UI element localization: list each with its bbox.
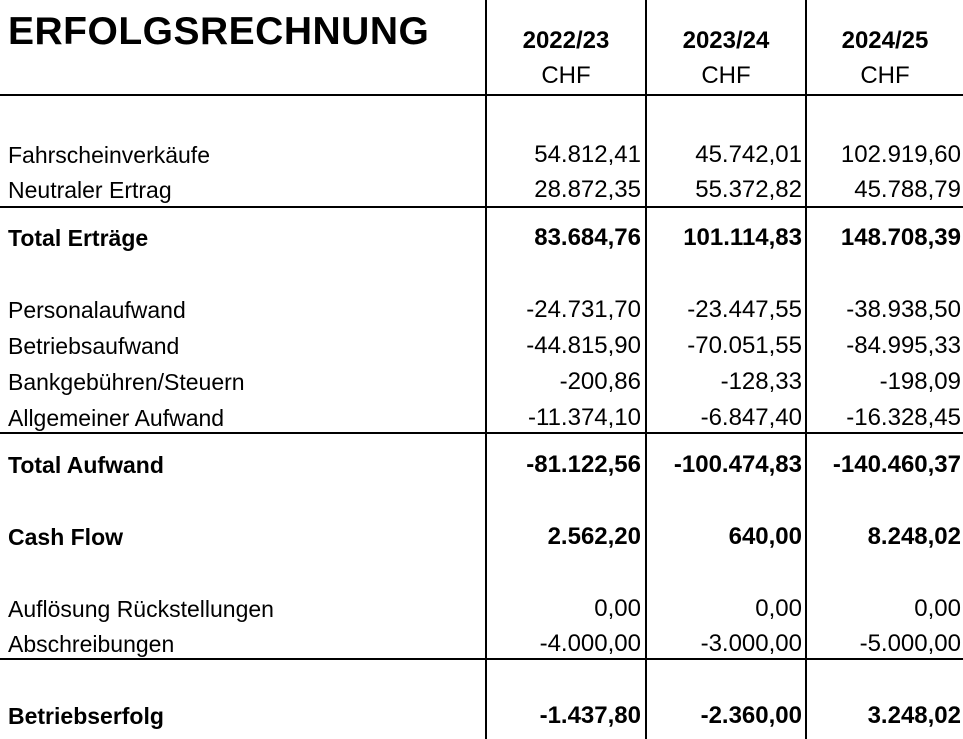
row-value-2022: -24.731,70: [526, 296, 641, 323]
row-value-2022: -44.815,90: [526, 332, 641, 359]
row-value-2024: 8.248,02: [867, 523, 961, 550]
row-value-2024: 3.248,02: [867, 702, 961, 729]
row-value-2022: 28.872,35: [534, 176, 641, 203]
row-label: Neutraler Ertrag: [8, 177, 172, 203]
row-value-2023: -23.447,55: [687, 296, 802, 323]
row-value-2022: 83.684,76: [534, 224, 641, 251]
header-divider: [0, 94, 963, 96]
row-label: Betriebsaufwand: [8, 333, 180, 359]
row-value-2022: 2.562,20: [547, 523, 641, 550]
row-value-2022: -81.122,56: [526, 451, 641, 478]
row-label: Betriebserfolg: [8, 703, 164, 729]
row-value-2023: 55.372,82: [695, 176, 802, 203]
column-header-currency-3: CHF: [860, 62, 910, 89]
row-value-2024: 45.788,79: [854, 176, 961, 203]
column-divider-1: [485, 0, 487, 739]
row-label: Total Aufwand: [8, 452, 164, 478]
column-header-year-3: 2024/25: [841, 27, 929, 54]
row-value-2024: -140.460,37: [832, 451, 961, 478]
aufwand-divider: [0, 432, 963, 434]
column-header-year-1: 2022/23: [522, 27, 610, 54]
row-label: Auflösung Rückstellungen: [8, 596, 274, 622]
row-value-2023: -2.360,00: [700, 702, 802, 729]
row-value-2023: 45.742,01: [695, 141, 802, 168]
row-value-2023: 0,00: [755, 595, 802, 622]
column-header-year-2: 2023/24: [682, 27, 770, 54]
column-header-currency-1: CHF: [541, 62, 591, 89]
ertraege-divider: [0, 206, 963, 208]
row-value-2022: -1.437,80: [539, 702, 641, 729]
row-value-2022: -4.000,00: [539, 630, 641, 657]
row-value-2023: -128,33: [720, 368, 802, 395]
row-value-2024: -84.995,33: [846, 332, 961, 359]
row-label: Total Erträge: [8, 225, 149, 251]
row-value-2024: -38.938,50: [846, 296, 961, 323]
row-value-2023: -70.051,55: [687, 332, 802, 359]
row-value-2022: 0,00: [594, 595, 641, 622]
row-value-2022: -200,86: [559, 368, 641, 395]
abschreibungen-divider: [0, 658, 963, 660]
row-value-2023: -6.847,40: [700, 404, 802, 431]
row-value-2024: 148.708,39: [840, 224, 961, 251]
row-value-2023: 101.114,83: [683, 224, 802, 251]
row-label: Abschreibungen: [8, 631, 175, 657]
column-divider-3: [805, 0, 807, 739]
row-value-2023: -100.474,83: [673, 451, 802, 478]
column-header-currency-2: CHF: [701, 62, 751, 89]
row-value-2024: 0,00: [914, 595, 961, 622]
page-title: ERFOLGSRECHNUNG: [8, 10, 430, 53]
row-value-2023: -3.000,00: [700, 630, 802, 657]
row-value-2022: -11.374,10: [528, 404, 641, 431]
row-label: Bankgebühren/Steuern: [8, 369, 245, 395]
row-value-2024: 102.919,60: [840, 141, 961, 168]
row-label: Cash Flow: [8, 524, 124, 550]
row-value-2023: 640,00: [728, 523, 802, 550]
row-value-2024: -5.000,00: [859, 630, 961, 657]
row-label: Personalaufwand: [8, 297, 186, 323]
column-divider-2: [645, 0, 647, 739]
row-value-2022: 54.812,41: [534, 141, 641, 168]
row-value-2024: -198,09: [879, 368, 961, 395]
row-value-2024: -16.328,45: [846, 404, 961, 431]
row-label: Fahrscheinverkäufe: [8, 142, 210, 168]
row-label: Allgemeiner Aufwand: [8, 405, 225, 431]
